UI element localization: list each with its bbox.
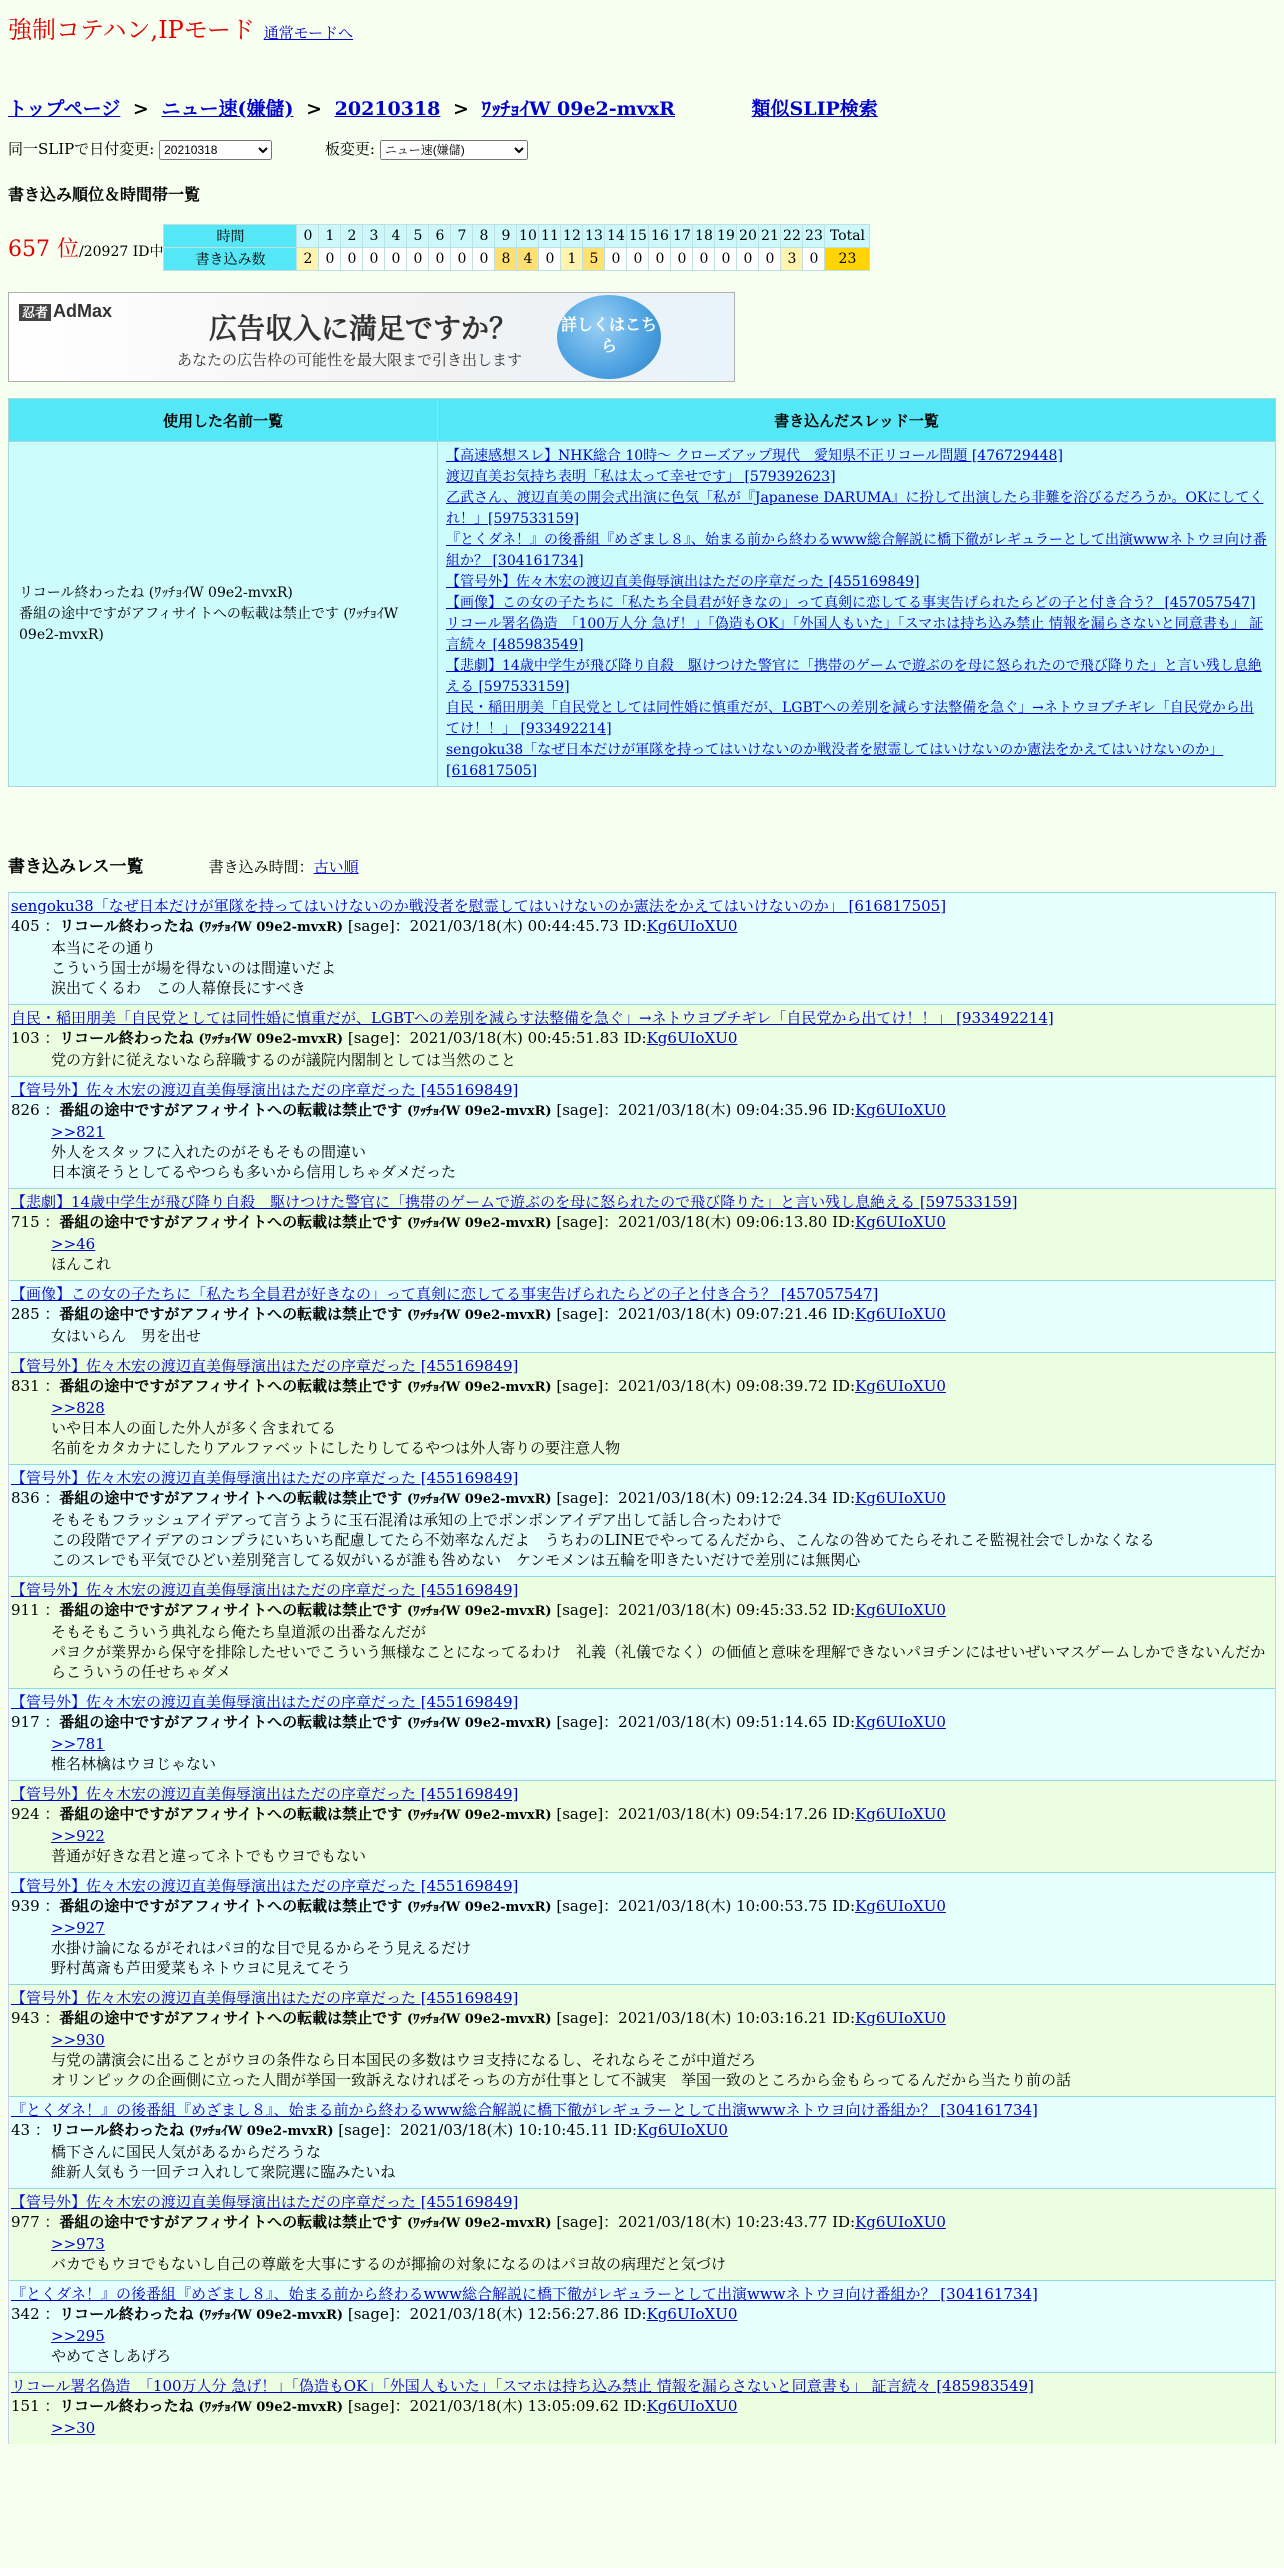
rank-section-title: 書き込み順位＆時間帯一覧 xyxy=(8,185,201,204)
count-cell: 0 xyxy=(605,248,627,271)
count-cell: 2 xyxy=(297,248,319,271)
post-name: リコール終わったね xyxy=(59,2397,194,2415)
hour-cell: 11 xyxy=(539,225,561,248)
post xyxy=(8,2280,1276,2372)
post-date: [sage]：2021/03/18(木) 09:07:21.46 ID: xyxy=(556,1305,856,1323)
post-number: 826 xyxy=(11,1101,40,1119)
hour-cell: 3 xyxy=(363,225,385,248)
ad-logo xyxy=(19,301,112,322)
hour-cell: Total xyxy=(825,225,870,248)
ad-logo-text: AdMax xyxy=(53,301,113,321)
post-date: [sage]：2021/03/18(木) 10:10:45.11 ID: xyxy=(338,2121,638,2139)
post-line: バカでもウヨでもないし自己の尊厳を大事にするのが揶揄の対象になるのはパヨ故の病理だと気づけ xyxy=(51,2255,727,2273)
post-number: 924 xyxy=(11,1805,40,1823)
post-meta: 285 ：番組の途中ですがアフィサイトへの転載は禁止です (ﾜｯﾁｮｲW 09e2-mvxR) [sage]：2021/03/18(木) 09:07:21.46 ID:Kg6UIoXU0 xyxy=(11,1305,946,1323)
post-thread-link[interactable]: 【画像】この女の子たちに「私たち全員君が好きなの」って真剣に恋してる事実告げられたらどの子と付き合う？ [457057547] xyxy=(11,1285,879,1303)
thread-link[interactable]: 【悲劇】14歳中学生が飛び降り自殺 駆けつけた警官に「携帯のゲームで遊ぶのを母に怒られたので飛び降りた」と言い残し息絶える [597533159] xyxy=(446,658,1262,695)
post-anchor-link[interactable]: >>927 xyxy=(51,1919,105,1937)
post-name: 番組の途中ですがアフィサイトへの転載は禁止です xyxy=(59,1897,403,1915)
post-line: 橋下さんに国民人気があるからだろうな xyxy=(51,2143,322,2161)
post-line: そもそもこういう典礼なら俺たち皇道派の出番なんだが xyxy=(51,1623,427,1641)
post-date: [sage]：2021/03/18(木) 10:23:43.77 ID: xyxy=(556,2213,856,2231)
post-line: こういう国士が場を得ないのは間違いだよ xyxy=(51,959,337,977)
hour-cell: 12 xyxy=(561,225,583,248)
ad-headline: 広告収入に満足ですか？ xyxy=(209,313,518,344)
post-thread-link[interactable]: 『とくダネ！』の後番組『めざまし８』、始まる前から終わるwww総合解説に橋下徹がレギュラーとして出演wwwネトウヨ向け番組か？ [304161734] xyxy=(11,2101,1038,2119)
post-body xyxy=(51,1734,1273,1774)
post-trip: (ﾜｯﾁｮｲW 09e2-mvxR) xyxy=(406,1900,552,1915)
post-meta: 43 ：リコール終わったね (ﾜｯﾁｮｲW 09e2-mvxR) [sage]：2021/03/18(木) 10:10:45.11 ID:Kg6UIoXU0 xyxy=(11,2121,728,2139)
breadcrumb-slip-link[interactable]: ﾜｯﾁｮｲW 09e2-mvxR xyxy=(481,98,675,120)
post xyxy=(8,2372,1276,2444)
post-name: 番組の途中ですがアフィサイトへの転載は禁止です xyxy=(59,1805,403,1823)
post xyxy=(8,2188,1276,2280)
post-name: 番組の途中ですがアフィサイトへの転載は禁止です xyxy=(59,1305,403,1323)
post-thread-link[interactable]: 【管号外】佐々木宏の渡辺直美侮辱演出はただの序章だった [455169849] xyxy=(11,1877,519,1895)
hour-cell: 4 xyxy=(385,225,407,248)
ad-details-button[interactable]: 詳しくはこちら xyxy=(557,295,661,379)
post-number: 285 xyxy=(11,1305,40,1323)
post-trip: (ﾜｯﾁｮｲW 09e2-mvxR) xyxy=(198,1032,344,1047)
hour-cell: 0 xyxy=(297,225,319,248)
post-trip: (ﾜｯﾁｮｲW 09e2-mvxR) xyxy=(406,1104,552,1119)
breadcrumb-board-link[interactable]: ニュー速(嫌儲) xyxy=(161,98,294,120)
post-line: いや日本人の面した外人が多く含まれてる xyxy=(51,1419,337,1437)
post-name: 番組の途中ですがアフィサイトへの転載は禁止です xyxy=(59,2009,403,2027)
hour-cell: 5 xyxy=(407,225,429,248)
count-cell: 0 xyxy=(671,248,693,271)
hour-cell: 14 xyxy=(605,225,627,248)
post-line: 水掛け論になるがそれはパヨ的な目で見るからそう見えるだけ xyxy=(51,1939,472,1957)
post-date: [sage]：2021/03/18(木) 09:08:39.72 ID: xyxy=(556,1377,856,1395)
hour-cell: 17 xyxy=(671,225,693,248)
post-number: 911 xyxy=(11,1601,40,1619)
post-date: [sage]：2021/03/18(木) 12:56:27.86 ID: xyxy=(347,2305,647,2323)
post-meta: 103 ：リコール終わったね (ﾜｯﾁｮｲW 09e2-mvxR) [sage]：2021/03/18(木) 00:45:51.83 ID:Kg6UIoXU0 xyxy=(11,1029,738,1047)
post-id-link[interactable]: Kg6UIoXU0 xyxy=(855,1897,946,1915)
post-meta: 836 ：番組の途中ですがアフィサイトへの転載は禁止です (ﾜｯﾁｮｲW 09e2-mvxR) [sage]：2021/03/18(木) 09:12:24.34 ID:Kg6UIoXU0 xyxy=(11,1489,946,1507)
post-date: [sage]：2021/03/18(木) 09:51:14.65 ID: xyxy=(556,1713,856,1731)
post-thread-link[interactable]: 【管号外】佐々木宏の渡辺直美侮辱演出はただの序章だった [455169849] xyxy=(11,1785,519,1803)
count-cell: 5 xyxy=(583,248,605,271)
thread-link[interactable]: 【高速感想スレ】NHK総合 10時～ クローズアップ現代 愛知県不正リコール問題 [476729448] xyxy=(446,448,1063,464)
post-line: 本当にその通り xyxy=(51,939,157,957)
post-anchor-link[interactable]: >>295 xyxy=(51,2327,105,2345)
order-oldest-link[interactable]: 古い順 xyxy=(313,858,359,876)
count-cell: 8 xyxy=(495,248,517,271)
post-date: [sage]：2021/03/18(木) 09:12:24.34 ID: xyxy=(556,1489,856,1507)
post-body xyxy=(51,1510,1273,1570)
post-body xyxy=(51,1326,1273,1346)
names-column-header: 使用した名前一覧 xyxy=(9,399,438,442)
post-date: [sage]：2021/03/18(木) 09:04:35.96 ID: xyxy=(556,1101,856,1119)
post-date: [sage]：2021/03/18(木) 09:45:33.52 ID: xyxy=(556,1601,856,1619)
post-trip: (ﾜｯﾁｮｲW 09e2-mvxR) xyxy=(406,2216,552,2231)
breadcrumb-separator: > xyxy=(306,98,322,120)
count-cell: 3 xyxy=(781,248,803,271)
hour-cell: 23 xyxy=(803,225,825,248)
thread-link[interactable]: sengoku38「なぜ日本だけが軍隊を持ってはいけないのか戦没者を慰霊してはいけないのか憲法をかえてはいけないのか」 [616817505] xyxy=(446,742,1224,779)
post-trip: (ﾜｯﾁｮｲW 09e2-mvxR) xyxy=(406,1380,552,1395)
rank-value: 657 位 xyxy=(8,237,79,262)
post-trip: (ﾜｯﾁｮｲW 09e2-mvxR) xyxy=(406,2012,552,2027)
post-line: 日本演そうとしてるやつらも多いから信用しちゃダメだった xyxy=(51,1163,457,1181)
post-name: 番組の途中ですがアフィサイトへの転載は禁止です xyxy=(59,1377,403,1395)
post-date: [sage]：2021/03/18(木) 10:03:16.21 ID: xyxy=(556,2009,856,2027)
post-date: [sage]：2021/03/18(木) 09:06:13.80 ID: xyxy=(556,1213,856,1231)
post-number: 103 xyxy=(11,1029,40,1047)
post-line: 涙出てくるわ この人幕僚長にすべき xyxy=(51,979,306,997)
hour-cell: 22 xyxy=(781,225,803,248)
post-name: 番組の途中ですがアフィサイトへの転載は禁止です xyxy=(59,1713,403,1731)
post-id-link[interactable]: Kg6UIoXU0 xyxy=(855,2213,946,2231)
hour-cell: 9 xyxy=(495,225,517,248)
post-trip: (ﾜｯﾁｮｲW 09e2-mvxR) xyxy=(188,2124,334,2139)
post-thread-link[interactable]: 【管号外】佐々木宏の渡辺直美侮辱演出はただの序章だった [455169849] xyxy=(11,2193,519,2211)
count-cell: 0 xyxy=(715,248,737,271)
post-number: 939 xyxy=(11,1897,40,1915)
post-body xyxy=(51,938,1273,998)
post-anchor-link[interactable]: >>781 xyxy=(51,1735,105,1753)
post-trip: (ﾜｯﾁｮｲW 09e2-mvxR) xyxy=(406,1604,552,1619)
hour-cell: 8 xyxy=(473,225,495,248)
breadcrumb-date-link[interactable]: 20210318 xyxy=(334,98,441,120)
post-id-link[interactable]: Kg6UIoXU0 xyxy=(855,2009,946,2027)
post-meta: 943 ：番組の途中ですがアフィサイトへの転載は禁止です (ﾜｯﾁｮｲW 09e2-mvxR) [sage]：2021/03/18(木) 10:03:16.21 ID:Kg6UIoXU0 xyxy=(11,2009,946,2027)
rank-table xyxy=(8,224,870,271)
date-select[interactable] xyxy=(159,140,272,160)
post-thread-link[interactable]: 【管号外】佐々木宏の渡辺直美侮辱演出はただの序章だった [455169849] xyxy=(11,1693,519,1711)
thread-link[interactable]: 渡辺直美お気持ち表明「私は太って幸せです」 [579392623] xyxy=(446,469,836,485)
post-thread-link[interactable]: リコール署名偽造 「100万人分 急げ！」「偽造もOK」「外国人もいた」「スマホは持ち込み禁止 情報を漏らさないと同意書も」 証言続々 [485983549] xyxy=(11,2377,1034,2395)
post-line: 名前をカタカナにしたりアルファベットにしたりしてるやつは外人寄りの要注意人物 xyxy=(51,1439,621,1457)
breadcrumb-top-link[interactable]: トップページ xyxy=(8,98,121,120)
used-name: リコール終わったね (ﾜｯﾁｮｲW 09e2-mvxR) xyxy=(19,584,293,601)
hour-cell: 20 xyxy=(737,225,759,248)
count-cell: 0 xyxy=(737,248,759,271)
post-name: 番組の途中ですがアフィサイトへの転載は禁止です xyxy=(59,1489,403,1507)
hour-cell: 1 xyxy=(319,225,341,248)
post-id-link[interactable]: Kg6UIoXU0 xyxy=(855,1213,946,1231)
names-threads-table xyxy=(8,398,1276,787)
post xyxy=(8,1188,1276,1280)
post-thread-link[interactable]: 【管号外】佐々木宏の渡辺直美侮辱演出はただの序章だった [455169849] xyxy=(11,1469,519,1487)
post-anchor-link[interactable]: >>46 xyxy=(51,1235,96,1253)
post-line: この段階でアイデアのコンプラにいちいち配慮してたら不効率なんだよ うちわのLINEでやってるんだから、こんなの咎めてたらそれこそ監視社会でしかなくなる xyxy=(51,1531,1155,1549)
post-line: パヨクが業界から保守を排除したせいでこういう無様なことになってるわけ 礼義（礼儀でなく）の価値と意味を理解できないパヨチンにはせいぜいマスゲームしかできないんだからこういうの任せちゃダメ xyxy=(51,1643,1266,1681)
ad-subtext: あなたの広告枠の可能性を最大限まで引き出します xyxy=(177,352,523,369)
post xyxy=(8,1004,1276,1076)
post-id-link[interactable]: Kg6UIoXU0 xyxy=(855,1713,946,1731)
count-cell: 0 xyxy=(363,248,385,271)
hour-cell: 10 xyxy=(517,225,539,248)
post-anchor-link[interactable]: >>828 xyxy=(51,1399,105,1417)
posts-list xyxy=(8,892,1276,2444)
post-line: 与党の講演会に出ることがウヨの条件なら日本国民の多数はウヨ支持になるし、それならそこが中道だろ xyxy=(51,2051,757,2069)
post-body xyxy=(51,1398,1273,1458)
post xyxy=(8,892,1276,1004)
post-id-link[interactable]: Kg6UIoXU0 xyxy=(646,2305,738,2323)
post-trip: (ﾜｯﾁｮｲW 09e2-mvxR) xyxy=(406,1216,552,1231)
post-id-link[interactable]: Kg6UIoXU0 xyxy=(855,1489,946,1507)
names-cell xyxy=(9,442,438,787)
post-id-link[interactable]: Kg6UIoXU0 xyxy=(646,2397,738,2415)
count-cell: 0 xyxy=(407,248,429,271)
post-thread-link[interactable]: 『とくダネ！』の後番組『めざまし８』、始まる前から終わるwww総合解説に橋下徹がレギュラーとして出演wwwネトウヨ向け番組か？ [304161734] xyxy=(11,2285,1038,2303)
rank-total: /20927 ID中 xyxy=(79,244,164,260)
post-id-link[interactable]: Kg6UIoXU0 xyxy=(855,1377,946,1395)
post xyxy=(8,1280,1276,1352)
count-cell: 0 xyxy=(451,248,473,271)
post-body xyxy=(51,1826,1273,1866)
post-thread-link[interactable]: 【管号外】佐々木宏の渡辺直美侮辱演出はただの序章だった [455169849] xyxy=(11,1989,519,2007)
post-line: そもそもフラッシュアイデアって言うように玉石混淆は承知の上でポンポンアイデア出して話し合ったわけで xyxy=(51,1511,782,1529)
mode-title: 強制コテハン,IPモード xyxy=(8,16,255,44)
date-change-label: 同一SLIPで日付変更: xyxy=(8,140,155,158)
post-meta: 405 ：リコール終わったね (ﾜｯﾁｮｲW 09e2-mvxR) [sage]：2021/03/18(木) 00:44:45.73 ID:Kg6UIoXU0 xyxy=(11,917,738,935)
post-date: [sage]：2021/03/18(木) 10:00:53.75 ID: xyxy=(556,1897,856,1915)
count-cell: 0 xyxy=(473,248,495,271)
post-thread-link[interactable]: 【悲劇】14歳中学生が飛び降り自殺 駆けつけた警官に「携帯のゲームで遊ぶのを母に怒られたので飛び降りた」と言い残し息絶える [597533159] xyxy=(11,1193,1018,1211)
post-anchor-link[interactable]: >>930 xyxy=(51,2031,105,2049)
post-trip: (ﾜｯﾁｮｲW 09e2-mvxR) xyxy=(406,1716,552,1731)
post-meta: 917 ：番組の途中ですがアフィサイトへの転載は禁止です (ﾜｯﾁｮｲW 09e2-mvxR) [sage]：2021/03/18(木) 09:51:14.65 ID:Kg6UIoXU0 xyxy=(11,1713,946,1731)
post-line: 野村萬斎も芦田愛菜もネトウヨに見えてそう xyxy=(51,1959,352,1977)
count-cell: 0 xyxy=(649,248,671,271)
post-meta: 831 ：番組の途中ですがアフィサイトへの転載は禁止です (ﾜｯﾁｮｲW 09e2-mvxR) [sage]：2021/03/18(木) 09:08:39.72 ID:Kg6UIoXU0 xyxy=(11,1377,946,1395)
post-thread-link[interactable]: 【管号外】佐々木宏の渡辺直美侮辱演出はただの序章だった [455169849] xyxy=(11,1581,519,1599)
post-number: 405 xyxy=(11,917,40,935)
thread-link[interactable]: 【管号外】佐々木宏の渡辺直美侮辱演出はただの序章だった [455169849] xyxy=(446,574,920,590)
post-number: 977 xyxy=(11,2213,40,2231)
post-meta: 826 ：番組の途中ですがアフィサイトへの転載は禁止です (ﾜｯﾁｮｲW 09e2-mvxR) [sage]：2021/03/18(木) 09:04:35.96 ID:Kg6UIoXU0 xyxy=(11,1101,946,1119)
post-meta: 151 ：リコール終わったね (ﾜｯﾁｮｲW 09e2-mvxR) [sage]：2021/03/18(木) 13:05:09.62 ID:Kg6UIoXU0 xyxy=(11,2397,738,2415)
thread-link[interactable]: 【画像】この女の子たちに「私たち全員君が好きなの」って真剣に恋してる事実告げられたらどの子と付き合う？ [457057547] xyxy=(446,595,1256,611)
post-id-link[interactable]: Kg6UIoXU0 xyxy=(855,1305,946,1323)
post-thread-link[interactable]: sengoku38「なぜ日本だけが軍隊を持ってはいけないのか戦没者を慰霊してはいけないのか憲法をかえてはいけないのか」 [616817505] xyxy=(11,897,947,915)
ad-logo-prefix: 忍者 xyxy=(19,304,51,321)
post-id-link[interactable]: Kg6UIoXU0 xyxy=(855,1805,946,1823)
post-thread-link[interactable]: 【管号外】佐々木宏の渡辺直美侮辱演出はただの序章だった [455169849] xyxy=(11,1357,519,1375)
post-body xyxy=(51,2326,1273,2366)
count-cell: 0 xyxy=(429,248,451,271)
post-number: 43 xyxy=(11,2121,31,2139)
post-body xyxy=(51,1234,1273,1274)
used-name: 番組の途中ですがアフィサイトへの転載は禁止です (ﾜｯﾁｮｲW 09e2-mvxR) xyxy=(19,605,399,643)
res-list-header xyxy=(8,852,359,877)
post-body xyxy=(51,2030,1273,2090)
similar-slip-search-link[interactable]: 類似SLIP検索 xyxy=(751,98,878,120)
post-trip: (ﾜｯﾁｮｲW 09e2-mvxR) xyxy=(198,2400,344,2415)
post-trip: (ﾜｯﾁｮｲW 09e2-mvxR) xyxy=(406,1308,552,1323)
post-thread-link[interactable]: 自民・稲田朋美「自民党としては同性婚に慎重だが、LGBTへの差別を減らす法整備を急ぐ」→ネトウヨブチギレ「自民党から出てけ！！」 [933492214] xyxy=(11,1009,1054,1027)
post-trip: (ﾜｯﾁｮｲW 09e2-mvxR) xyxy=(406,1492,552,1507)
post xyxy=(8,1872,1276,1984)
thread-link[interactable]: リコール署名偽造 「100万人分 急げ！」「偽造もOK」「外国人もいた」「スマホは持ち込み禁止 情報を漏らさないと同意書も」 証言続々 [485983549] xyxy=(446,616,1264,653)
post-name: リコール終わったね xyxy=(59,1029,194,1047)
post-id-link[interactable]: Kg6UIoXU0 xyxy=(646,1029,738,1047)
select-row xyxy=(8,138,528,160)
post-name: リコール終わったね xyxy=(59,2305,194,2323)
post xyxy=(8,1076,1276,1188)
post xyxy=(8,1464,1276,1576)
count-cell: 1 xyxy=(561,248,583,271)
post-line: オリンピックの企画側に立った人間が挙国一致訴えなければそっちの方が仕事として不誠実 挙国一致のところから金もらってるんだから当たり前の話 xyxy=(51,2071,1072,2089)
board-change-label: 板変更: xyxy=(324,140,375,158)
post-date: [sage]：2021/03/18(木) 00:45:51.83 ID: xyxy=(347,1029,647,1047)
rank-cell xyxy=(8,225,164,271)
hour-cell: 18 xyxy=(693,225,715,248)
post xyxy=(8,1780,1276,1872)
post-name: 番組の途中ですがアフィサイトへの転載は禁止です xyxy=(59,1601,403,1619)
post-trip: (ﾜｯﾁｮｲW 09e2-mvxR) xyxy=(198,2308,344,2323)
post-body xyxy=(51,1622,1273,1682)
post-body xyxy=(51,2142,1273,2182)
post-anchor-link[interactable]: >>922 xyxy=(51,1827,105,1845)
hour-cell: 6 xyxy=(429,225,451,248)
count-cell: 0 xyxy=(539,248,561,271)
post-thread-link[interactable]: 【管号外】佐々木宏の渡辺直美侮辱演出はただの序章だった [455169849] xyxy=(11,1081,519,1099)
order-label: 書き込み時間： xyxy=(208,858,314,876)
post-number: 943 xyxy=(11,2009,40,2027)
count-cell: 0 xyxy=(693,248,715,271)
post xyxy=(8,1576,1276,1688)
count-cell: 23 xyxy=(825,248,870,271)
post-line: やめてさしあげろ xyxy=(51,2347,172,2365)
post-number: 831 xyxy=(11,1377,40,1395)
hour-cell: 16 xyxy=(649,225,671,248)
normal-mode-link[interactable]: 通常モードへ xyxy=(263,24,354,42)
thread-link[interactable]: 『とくダネ！』の後番組『めざまし８』、始まる前から終わるwww総合解説に橋下徹がレギュラーとして出演wwwネトウヨ向け番組か？ [304161734] xyxy=(446,532,1267,569)
res-list-title: 書き込みレス一覧 xyxy=(8,857,144,877)
post-anchor-link[interactable]: >>973 xyxy=(51,2235,105,2253)
threads-cell xyxy=(438,442,1276,787)
post-body xyxy=(51,1050,1273,1070)
hour-cell: 2 xyxy=(341,225,363,248)
post-name: 番組の途中ですがアフィサイトへの転載は禁止です xyxy=(59,2213,403,2231)
post-meta: 977 ：番組の途中ですがアフィサイトへの転載は禁止です (ﾜｯﾁｮｲW 09e2-mvxR) [sage]：2021/03/18(木) 10:23:43.77 ID:Kg6UIoXU0 xyxy=(11,2213,946,2231)
hour-cell: 13 xyxy=(583,225,605,248)
post-name: リコール終わったね xyxy=(59,917,194,935)
threads-column-header: 書き込んだスレッド一覧 xyxy=(438,399,1276,442)
hour-cell: 21 xyxy=(759,225,781,248)
post-line: 維新人気もう一回テコ入れして衆院選に臨みたいね xyxy=(51,2163,396,2181)
count-header: 書き込み数 xyxy=(164,248,297,271)
time-header: 時間 xyxy=(164,225,297,248)
hour-cell: 19 xyxy=(715,225,737,248)
post-id-link[interactable]: Kg6UIoXU0 xyxy=(637,2121,728,2139)
post-name: 番組の途中ですがアフィサイトへの転載は禁止です xyxy=(59,1213,403,1231)
post xyxy=(8,1984,1276,2096)
count-cell: 0 xyxy=(627,248,649,271)
post-line: ほんこれ xyxy=(51,1255,112,1273)
post-trip: (ﾜｯﾁｮｲW 09e2-mvxR) xyxy=(406,1808,552,1823)
post-meta: 715 ：番組の途中ですがアフィサイトへの転載は禁止です (ﾜｯﾁｮｲW 09e2-mvxR) [sage]：2021/03/18(木) 09:06:13.80 ID:Kg6UIoXU0 xyxy=(11,1213,946,1231)
count-cell: 0 xyxy=(319,248,341,271)
hour-cell: 15 xyxy=(627,225,649,248)
count-cell: 0 xyxy=(341,248,363,271)
post-id-link[interactable]: Kg6UIoXU0 xyxy=(646,917,738,935)
breadcrumb-separator: > xyxy=(453,98,469,120)
post-date: [sage]：2021/03/18(木) 13:05:09.62 ID: xyxy=(347,2397,647,2415)
post-id-link[interactable]: Kg6UIoXU0 xyxy=(855,1101,946,1119)
post xyxy=(8,1688,1276,1780)
post-body xyxy=(51,1122,1273,1182)
post-date: [sage]：2021/03/18(木) 00:44:45.73 ID: xyxy=(347,917,647,935)
post-line: 普通が好きな君と違ってネトでもウヨでもない xyxy=(51,1847,367,1865)
count-cell: 4 xyxy=(517,248,539,271)
post-line: このスレでも平気でひどい差別発言してる奴がいるが誰も咎めない ケンモメンは五輪を叩きたいだけで差別には無関心 xyxy=(51,1551,861,1569)
post-number: 836 xyxy=(11,1489,40,1507)
hour-cell: 7 xyxy=(451,225,473,248)
post-meta: 911 ：番組の途中ですがアフィサイトへの転載は禁止です (ﾜｯﾁｮｲW 09e2-mvxR) [sage]：2021/03/18(木) 09:45:33.52 ID:Kg6UIoXU0 xyxy=(11,1601,946,1619)
post-number: 917 xyxy=(11,1713,40,1731)
post-number: 715 xyxy=(11,1213,40,1231)
post-anchor-link[interactable]: >>30 xyxy=(51,2419,96,2437)
post-trip: (ﾜｯﾁｮｲW 09e2-mvxR) xyxy=(198,920,344,935)
post-meta: 924 ：番組の途中ですがアフィサイトへの転載は禁止です (ﾜｯﾁｮｲW 09e2-mvxR) [sage]：2021/03/18(木) 09:54:17.26 ID:Kg6UIoXU0 xyxy=(11,1805,946,1823)
ad-banner[interactable] xyxy=(8,292,735,382)
thread-link[interactable]: 乙武さん、渡辺直美の開会式出演に色気「私が『Japanese DARUMA』に扮して出演したら非難を浴びるだろうか。OKにしてくれ！」[597533159] xyxy=(446,490,1264,527)
post-number: 151 xyxy=(11,2397,40,2415)
post-anchor-link[interactable]: >>821 xyxy=(51,1123,105,1141)
count-cell: 0 xyxy=(803,248,825,271)
mode-header xyxy=(8,10,353,45)
post-meta: 939 ：番組の途中ですがアフィサイトへの転載は禁止です (ﾜｯﾁｮｲW 09e2-mvxR) [sage]：2021/03/18(木) 10:00:53.75 ID:Kg6UIoXU0 xyxy=(11,1897,946,1915)
board-select[interactable] xyxy=(380,140,528,160)
post-name: 番組の途中ですがアフィサイトへの転載は禁止です xyxy=(59,1101,403,1119)
count-cell: 0 xyxy=(759,248,781,271)
post-line: 党の方針に従えないなら辞職するのが議院内閣制としては当然のこと xyxy=(51,1051,517,1069)
post-number: 342 xyxy=(11,2305,40,2323)
post-line: 椎名林檎はウヨじゃない xyxy=(51,1755,217,1773)
post xyxy=(8,2096,1276,2188)
post-line: 外人をスタッフに入れたのがそもそもの間違い xyxy=(51,1143,367,1161)
post-body xyxy=(51,2418,1273,2438)
post-line: 女はいらん 男を出せ xyxy=(51,1327,202,1345)
breadcrumb-separator: > xyxy=(132,98,149,120)
count-cell: 0 xyxy=(385,248,407,271)
post-date: [sage]：2021/03/18(木) 09:54:17.26 ID: xyxy=(556,1805,856,1823)
breadcrumb xyxy=(8,94,878,121)
thread-link[interactable]: 自民・稲田朋美「自民党としては同性婚に慎重だが、LGBTへの差別を減らす法整備を急ぐ」→ネトウヨブチギレ「自民党から出てけ！！」 [933492214] xyxy=(446,700,1254,737)
post-name: リコール終わったね xyxy=(49,2121,185,2139)
post-body xyxy=(51,1918,1273,1978)
post-body xyxy=(51,2234,1273,2274)
post xyxy=(8,1352,1276,1464)
post-id-link[interactable]: Kg6UIoXU0 xyxy=(855,1601,946,1619)
post-meta: 342 ：リコール終わったね (ﾜｯﾁｮｲW 09e2-mvxR) [sage]：2021/03/18(木) 12:56:27.86 ID:Kg6UIoXU0 xyxy=(11,2305,738,2323)
